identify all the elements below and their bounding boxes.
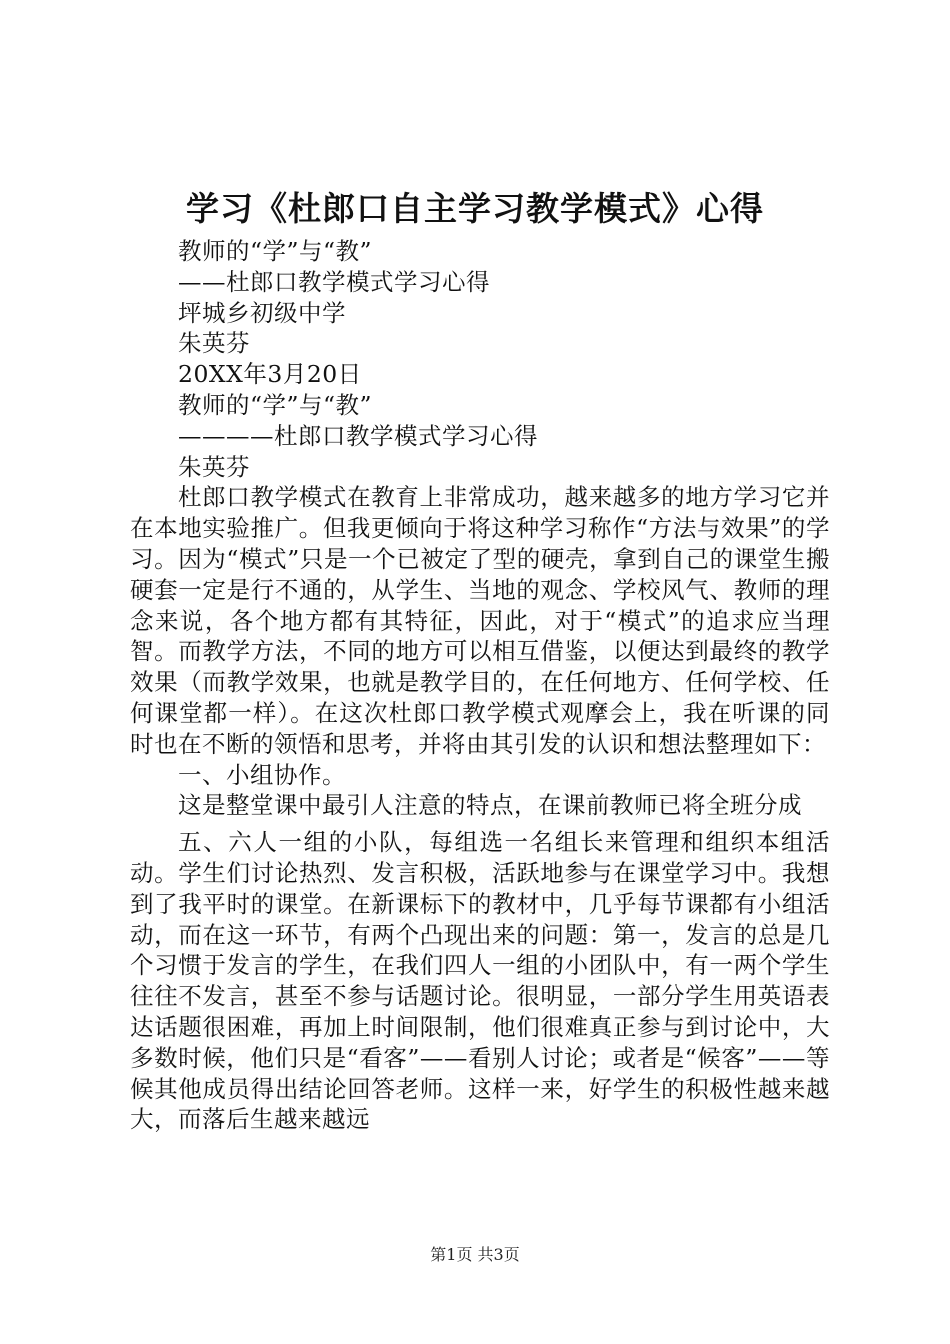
document-body	[130, 236, 830, 1135]
heading-line-author: 朱英芬	[178, 329, 250, 358]
heading-line-topic: 教师的“学”与“教”	[178, 237, 373, 265]
heading-line-date: 20XX年3月20日	[178, 360, 362, 389]
heading-line-subtitle: ——杜郎口教学模式学习心得	[178, 267, 490, 296]
heading-line-author-repeat: 朱英芬	[178, 452, 250, 481]
section-heading-group-work: 一、小组协作。	[178, 760, 346, 789]
heading-line-topic-repeat: 教师的“学”与“教”	[178, 390, 373, 419]
page-footer: 第1页 共3页	[430, 1245, 520, 1264]
document-title: 学习《杜郎口自主学习教学模式》心得	[186, 189, 764, 228]
heading-line-subtitle-repeat: ————杜郎口教学模式学习心得	[178, 421, 538, 450]
paragraph-intro: 杜郎口教学模式在教育上非常成功，越来越多的地方学习它并在本地实验推广。但我更倾向于将这种学习称作“方法与效果”的学习。因为“模式”只是一个已被定了型的硬壳，拿到自己的课堂生搬硬套一定是行不通的，从学生、当地的观念、学校风气、教师的理念来说，各个地方都有其特征，因此，对于“模式”的追求应当理智。而教学方法，不同的地方可以相互借鉴，以便达到最终的教学效果（而教学效果，也就是教学目的，在任何地方、任何学校、任何课堂都一样）。在这次杜郎口教学模式观摩会上，我在听课的同时也在不断的领悟和思考，并将由其引发的认识和想法整理如下：	[130, 483, 830, 758]
heading-line-school: 坪城乡初级中学	[178, 298, 346, 327]
paragraph-group-work-body: 五、六人一组的小队，每组选一名组长来管理和组织本组活动。学生们讨论热烈、发言积极，活跃地参与在课堂学习中。我想到了我平时的课堂。在新课标下的教材中，几乎每节课都有小组活动，而在这一环节，有两个凸现出来的问题：第一，发言的总是几个习惯于发言的学生，在我们四人一组的小团队中，有一两个学生往往不发言，甚至不参与话题讨论。很明显，一部分学生用英语表达话题很困难，再加上时间限制，他们很难真正参与到讨论中，大多数时候，他们只是“看客”——看别人讨论；或者是“候客”——等候其他成员得出结论回答老师。这样一来，好学生的积极性越来越大，而落后生越来越远	[130, 828, 830, 1134]
paragraph-group-work-lead: 这是整堂课中最引人注意的特点，在课前教师已将全班分成	[178, 791, 802, 820]
